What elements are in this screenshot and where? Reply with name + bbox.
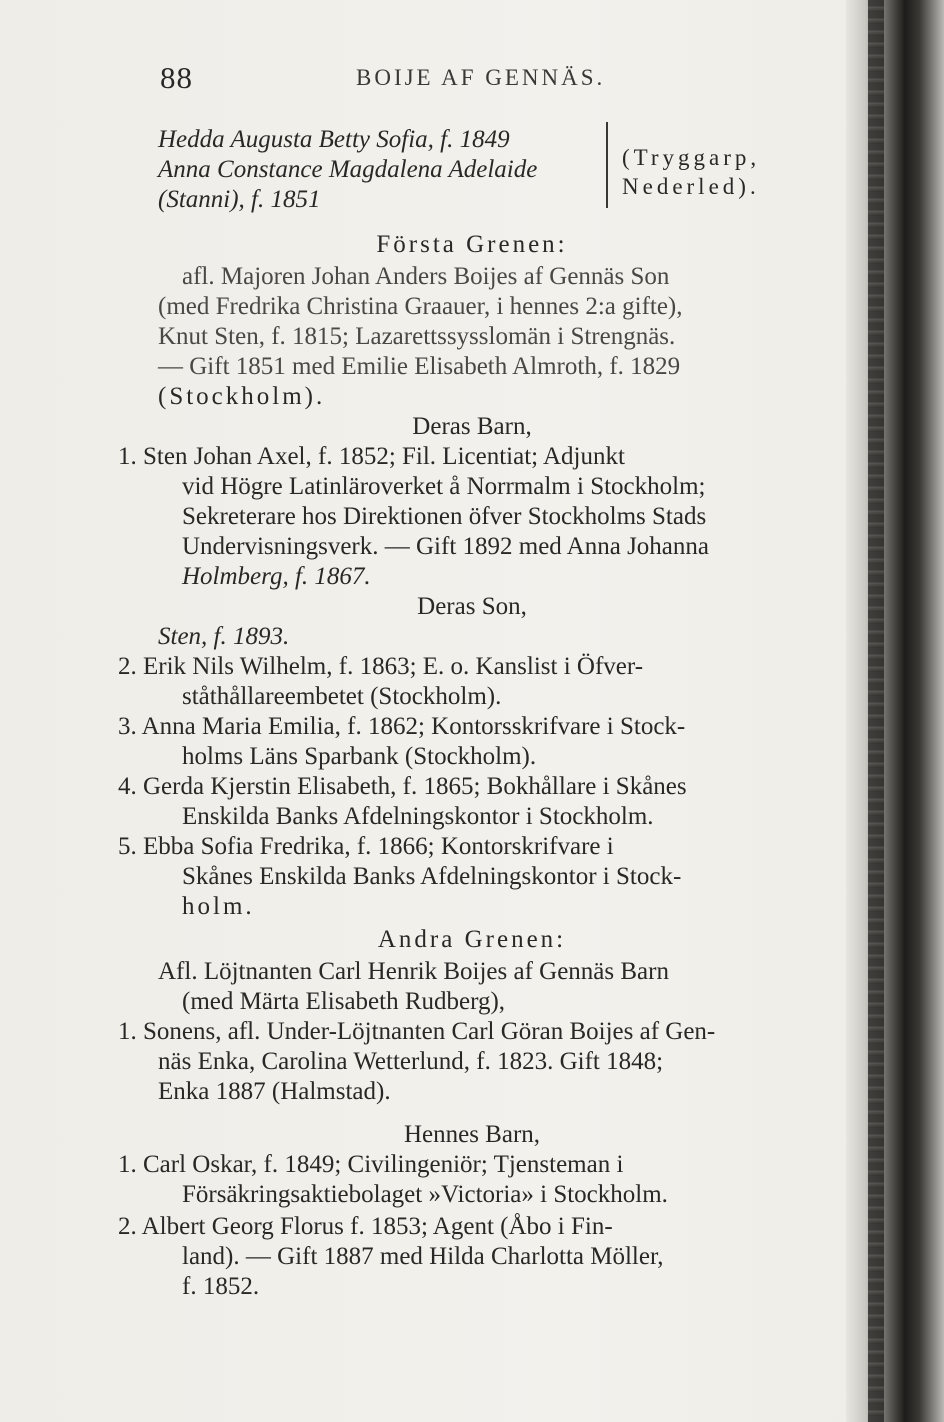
- text-line: Knut Sten, f. 1815; Lazarettssysslomän i Strengnäs.: [158, 323, 676, 350]
- text-line: (med Fredrika Christina Graauer, i hennes 2:a gifte),: [158, 293, 683, 320]
- list-item-continuation: holms Läns Sparbank (Stockholm).: [182, 743, 537, 770]
- list-item: 1. Sonens, afl. Under-Löjtnanten Carl Göran Boijes af Gen-: [118, 1018, 716, 1045]
- text-line: Afl. Löjtnanten Carl Henrik Boijes af Gennäs Barn: [158, 958, 669, 985]
- book-spine-shadow: [868, 0, 884, 1422]
- text-line: — Gift 1851 med Emilie Elisabeth Almroth, f. 1829: [158, 353, 681, 380]
- entry-line: (Stanni), f. 1851: [158, 186, 321, 213]
- page-number: 88: [160, 60, 193, 95]
- list-item-continuation: Skånes Enskilda Banks Afdelningskontor i Stock-: [182, 863, 682, 890]
- page-header: [158, 60, 798, 100]
- list-item-continuation: Undervisningsverk. — Gift 1892 med Anna Johanna: [182, 533, 710, 560]
- running-title: BOIJE AF GENNÄS.: [356, 65, 606, 90]
- list-item: 5. Ebba Sofia Fredrika, f. 1866; Kontorskrifvare i: [118, 833, 614, 860]
- text-line: afl. Majoren Johan Anders Boijes af Gennäs Son: [182, 263, 670, 290]
- list-item-continuation: land). — Gift 1887 med Hilda Charlotta Möller,: [182, 1243, 664, 1270]
- entry-line: Anna Constance Magdalena Adelaide: [158, 156, 538, 183]
- list-item-continuation: näs Enka, Carolina Wetterlund, f. 1823. Gift 1848;: [158, 1048, 664, 1075]
- book-spine-edge: [846, 0, 944, 1422]
- entry-line: Hedda Augusta Betty Sofia, f. 1849: [158, 126, 510, 153]
- list-item-continuation: vid Högre Latinläroverket å Norrmalm i Stockholm;: [182, 473, 706, 500]
- subheading: Hennes Barn,: [403, 1121, 541, 1148]
- list-item-continuation: Försäkringsaktiebolaget »Victoria» i Stockholm.: [182, 1181, 668, 1208]
- text-line: Sten, f. 1893.: [158, 623, 290, 650]
- subheading: Deras Son,: [417, 593, 527, 620]
- list-item-continuation: Sekreterare hos Direktionen öfver Stockholms Stads: [182, 503, 707, 530]
- list-item: 2. Albert Georg Florus f. 1853; Agent (Åbo i Fin-: [118, 1213, 613, 1240]
- list-item: 4. Gerda Kjerstin Elisabeth, f. 1865; Bokhållare i Skånes: [118, 773, 687, 800]
- place-note: (Tryggarp,: [622, 145, 761, 170]
- section-heading-andra: Andra Grenen:: [377, 926, 567, 953]
- list-item-continuation: Enka 1887 (Halmstad).: [158, 1078, 391, 1105]
- list-item: 2. Erik Nils Wilhelm, f. 1863; E. o. Kanslist i Öfver-: [118, 653, 644, 680]
- list-item-continuation: holm.: [182, 893, 255, 920]
- list-item: 1. Sten Johan Axel, f. 1852; Fil. Licentiat; Adjunkt: [118, 443, 625, 470]
- list-item-continuation: f. 1852.: [182, 1273, 260, 1300]
- list-item: 1. Carl Oskar, f. 1849; Civilingeniör; Tjensteman i: [118, 1151, 624, 1178]
- list-item-continuation: Enskilda Banks Afdelningskontor i Stockholm.: [182, 803, 654, 830]
- brace-mark: [606, 122, 618, 208]
- list-item-continuation: Holmberg, f. 1867.: [182, 563, 371, 590]
- list-item-continuation: ståthållareembetet (Stockholm).: [182, 683, 502, 710]
- place-note: Nederled).: [622, 174, 760, 199]
- text-line: (med Märta Elisabeth Rudberg),: [182, 988, 506, 1015]
- section-heading-forsta: Första Grenen:: [376, 231, 568, 258]
- list-item: 3. Anna Maria Emilia, f. 1862; Kontorsskrifvare i Stock-: [118, 713, 686, 740]
- text-line: (Stockholm).: [158, 383, 326, 410]
- subheading: Deras Barn,: [412, 413, 532, 440]
